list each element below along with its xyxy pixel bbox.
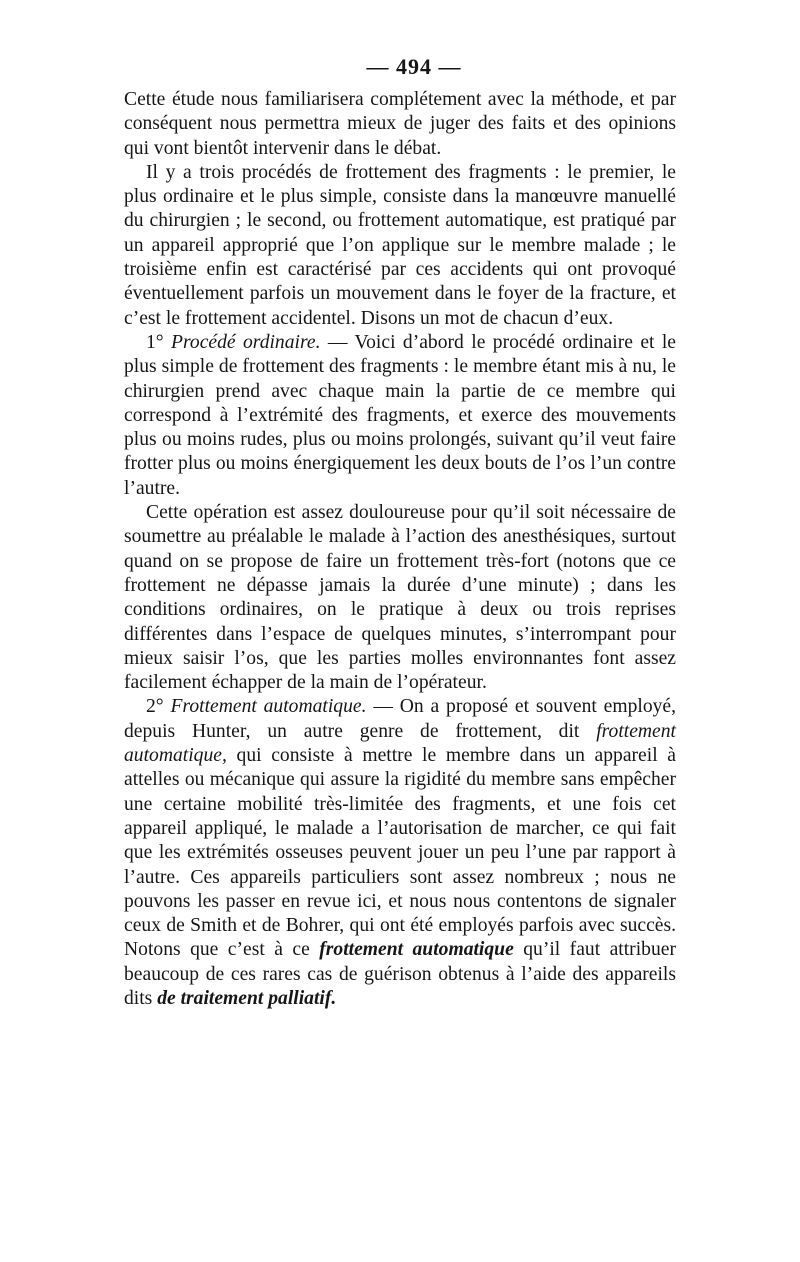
paragraph-p5 xyxy=(124,695,676,1011)
paragraph-p4 xyxy=(124,501,676,695)
text-run: 1° xyxy=(146,331,172,353)
paragraph-p1 xyxy=(124,88,676,161)
text-run: Procédé ordinaire. xyxy=(171,331,321,353)
text-run: Frottement automatique. xyxy=(170,696,367,718)
book-page xyxy=(124,54,676,1011)
paragraph-p3 xyxy=(124,331,676,501)
text-run: — On a proposé et souvent employé, depuis Hunter, un autre genre de frottement, dit xyxy=(124,696,677,742)
text-run: qui consiste à mettre le membre dans un appareil à attelles ou mécanique qui assure la rigidité du membre sans empêcher une certaine mobilité très-limitée des fragments, et une fois cet appareil appliqué, le malade a l’autorisation de marcher, ce qui fait que les extrémités osseuses peuvent jouer un peu l’une par rapport à l’autre. Ces appareils particuliers sont assez nombreux ; nous ne pouvons les passer en revue ici, et nous nous contentons de signaler ceux de Smith et de Bohrer, qui ont été employés parfois avec succès. Notons que c’est à ce xyxy=(124,745,676,961)
text-run: 2° xyxy=(146,696,171,718)
text-run: Il y a trois procédés de frottement des fragments : le premier, le plus ordinaire et le plus simple, consiste dans la manœuvre manuellé du chirurgien ; le second, ou frottement automatique, est pratiqué par un appareil approprié que l’on applique sur le membre malade ; le troisième enfin est caractérisé par ces accidents qui ont provoqué éventuellement parfois un mouvement dans le foyer de la fracture, et c’est le frottement accidentel. Disons un mot de chacun d’eux. xyxy=(124,161,676,329)
text-run: frottement automatique, xyxy=(124,720,676,767)
text-run: Cette opération est assez douloureuse pour qu’il soit nécessaire de soumettre au préalable le malade à l’action des anesthésiques, surtout quand on se propose de faire un frottement très-fort (notons que ce frottement ne dépasse jamais la durée d’une minute) ; dans les conditions ordinaires, on le pratique à deux ou trois reprises différentes dans l’espace de quelques minutes, s’interrompant pour mieux saisir l’os, que les parties molles environnantes font assez facilement échapper de la main de l’opérateur. xyxy=(124,502,676,694)
text-run: de traitement palliatif. xyxy=(157,987,337,1009)
text-run: frottement automatique xyxy=(319,939,514,961)
paragraph-p2 xyxy=(124,161,676,331)
page-body xyxy=(124,88,676,1011)
text-run: qu’il faut attribuer beaucoup de ces rares cas de guérison obtenus à l’aide des appareils dits xyxy=(124,939,676,1009)
page-number: — 494 — xyxy=(366,54,462,79)
text-run: Cette étude nous familiarisera complétement avec la méthode, et par conséquent nous permettra mieux de juger des faits et des opinions qui vont bientôt intervenir dans le débat. xyxy=(124,89,676,159)
text-run: — Voici d’abord le procédé ordinaire et le plus simple de frottement des fragments : le membre étant mis à nu, le chirurgien prend avec chaque main la partie de ce membre qui correspond à l’extrémité des fragments, et exerce des mouvements plus ou moins rudes, plus ou moins prolongés, suivant qu’il veut faire frotter plus ou moins énergiquement les deux bouts de l’os l’un contre l’autre. xyxy=(124,331,677,499)
